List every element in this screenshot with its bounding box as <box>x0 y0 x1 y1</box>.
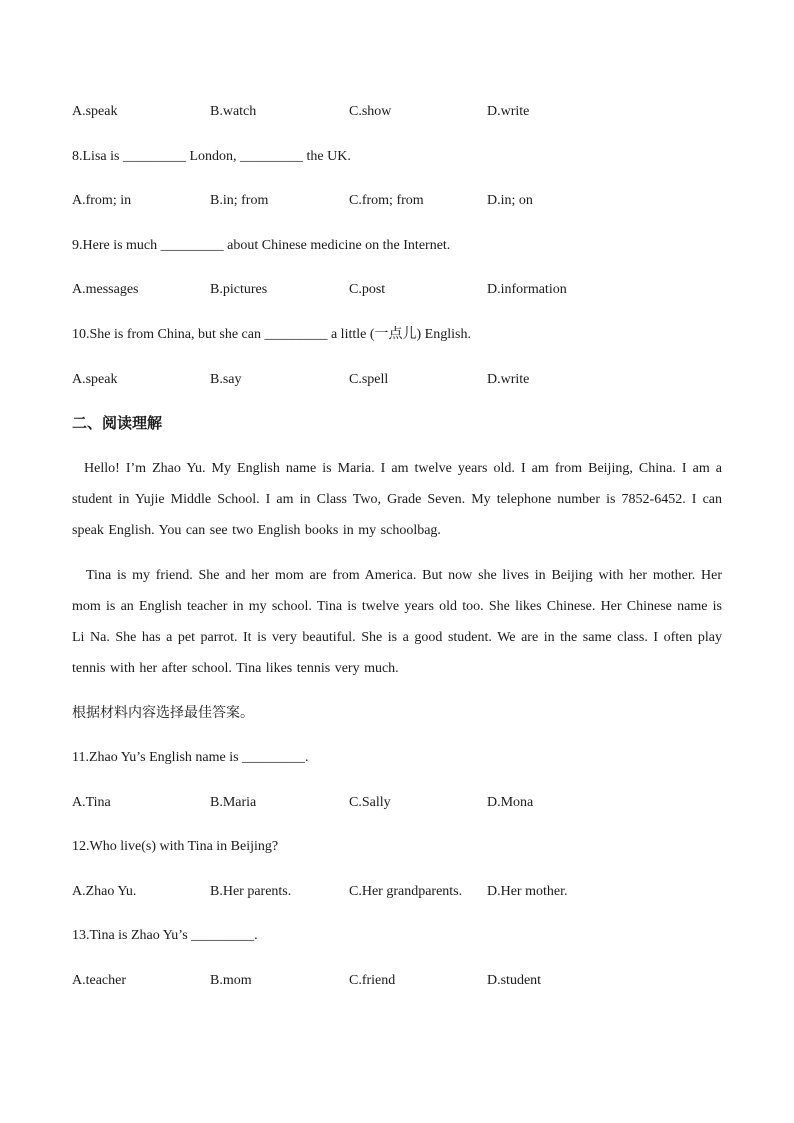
q7-option-d: D.write <box>487 104 530 119</box>
q10-options <box>72 370 722 390</box>
q8-option-b: B.in; from <box>210 193 269 208</box>
q13-stem: 13.Tina is Zhao Yu’s _________. <box>72 928 258 943</box>
q7-option-a: A.speak <box>72 104 118 119</box>
q11-option-c: C.Sally <box>349 795 391 810</box>
q8-stem: 8.Lisa is _________ London, _________ the UK. <box>72 149 351 164</box>
q11-option-a: A.Tina <box>72 795 111 810</box>
q10-option-d: D.write <box>487 372 530 387</box>
q12-option-c: C.Her grandparents. <box>349 884 463 899</box>
q8-options <box>72 191 722 211</box>
q11-options <box>72 793 722 813</box>
q13-option-a: A.teacher <box>72 973 127 988</box>
q13-options <box>72 971 722 991</box>
passage-paragraph-2: Tina is my friend. She and her mom are from America. But now she lives in Beijing with her mother. Her mom is an English teacher in my school. Tina is twelve years old too. She likes Chinese. Her Chinese name is Li Na. She has a pet parrot. It is very beautiful. She is a good student. We are in the same class. I often play tennis with her after school. Tina likes tennis very much. <box>72 568 722 676</box>
q12-option-d: D.Her mother. <box>487 884 568 899</box>
q10-stem: 10.She is from China, but she can _________ a little (一点儿) English. <box>72 327 471 342</box>
q11-option-d: D.Mona <box>487 795 534 810</box>
q13-option-b: B.mom <box>210 973 252 988</box>
q8-option-a: A.from; in <box>72 193 132 208</box>
section-title-reading: 二、阅读理解 <box>72 414 163 432</box>
q9-option-a: A.messages <box>72 282 139 297</box>
q9-option-b: B.pictures <box>210 282 268 297</box>
q9-option-d: D.information <box>487 282 567 297</box>
q10-option-c: C.spell <box>349 372 389 387</box>
q9-option-c: C.post <box>349 282 386 297</box>
q8-option-d: D.in; on <box>487 193 533 208</box>
q13-option-c: C.friend <box>349 973 396 988</box>
reading-instruction: 根据材料内容选择最佳答案。 <box>72 705 254 721</box>
q12-option-a: A.Zhao Yu. <box>72 884 137 899</box>
q12-options <box>72 882 722 902</box>
q10-option-a: A.speak <box>72 372 118 387</box>
q7-option-b: B.watch <box>210 104 257 119</box>
q11-stem: 11.Zhao Yu’s English name is _________. <box>72 750 309 765</box>
q7-options <box>72 102 722 122</box>
q12-stem: 12.Who live(s) with Tina in Beijing? <box>72 839 279 854</box>
q7-option-c: C.show <box>349 104 392 119</box>
q13-option-d: D.student <box>487 973 542 988</box>
q9-options <box>72 280 722 300</box>
q11-option-b: B.Maria <box>210 795 257 810</box>
q9-stem: 9.Here is much _________ about Chinese medicine on the Internet. <box>72 238 451 253</box>
q10-option-b: B.say <box>210 372 242 387</box>
passage-paragraph-1: Hello! I’m Zhao Yu. My English name is Maria. I am twelve years old. I am from Beijing, China. I am a student in Yujie Middle School. I am in Class Two, Grade Seven. My telephone number is 7852-6452. I can speak English. You can see two English books in my schoolbag. <box>72 461 722 538</box>
q8-option-c: C.from; from <box>349 193 424 208</box>
q12-option-b: B.Her parents. <box>210 884 292 899</box>
